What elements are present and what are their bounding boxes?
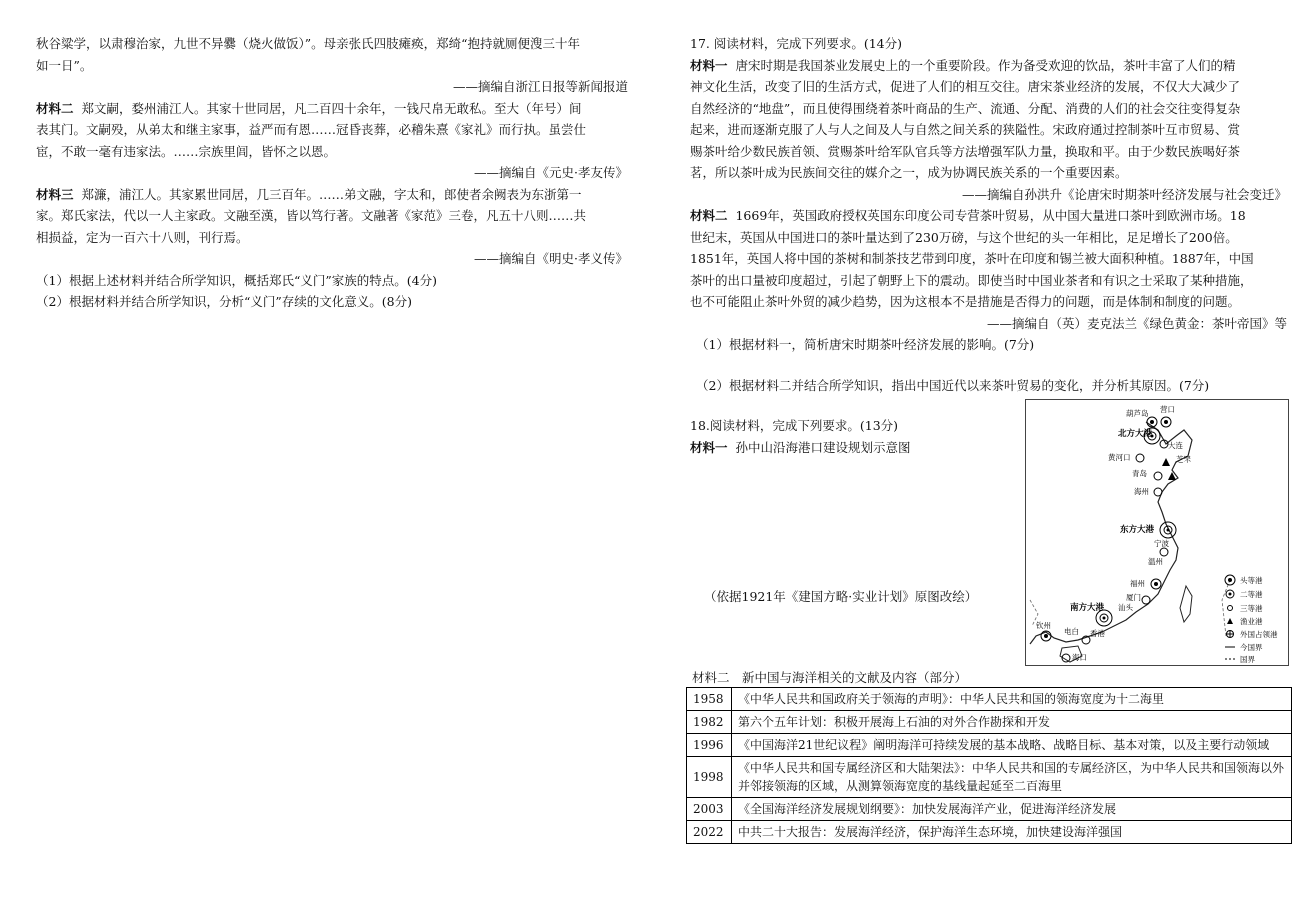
source-citation: ——摘编自《元史·孝友传》 <box>474 165 628 180</box>
year-cell: 1958 <box>687 688 732 711</box>
port-label: 葫芦岛 <box>1126 409 1149 418</box>
port-label: 电白 <box>1064 627 1079 636</box>
text-line: 表其门。文嗣殁，从弟太和继主家事，益严而有恩……冠昏丧葬，必稽朱熹《家礼》而行执。虽尝仕 <box>36 122 587 137</box>
material-2 <box>690 205 1287 227</box>
left-column <box>36 33 628 313</box>
port-label: 海州 <box>1134 487 1149 496</box>
material-3 <box>36 184 628 206</box>
text-line: 秋谷粱学，以肃穆治家，九世不异爨（烧火做饭）”。母亲张氏四肢瘫痪，郑绮“抱持就厕便溲三十年 <box>36 36 581 51</box>
map-title: 孙中山沿海港口建设规划示意图 <box>735 439 911 455</box>
year-cell: 1982 <box>687 711 732 734</box>
port-labels <box>1036 404 1192 662</box>
port-label: 汕头 <box>1118 603 1133 612</box>
table-row <box>687 711 1292 734</box>
table-row <box>687 798 1292 821</box>
port-label: 南方大港 <box>1070 603 1105 613</box>
taiwan <box>1180 586 1192 622</box>
content-cell: 《中华人民共和国专属经济区和大陆架法》：中华人民共和国的专属经济区，为中华人民共和国领海以外并邻接领海的区域，从测算领海宽度的基线量起延至二百海里 <box>732 757 1292 798</box>
port-label: 温州 <box>1148 557 1163 566</box>
material-label: 材料三 <box>36 186 74 202</box>
text-line: 自然经济的“地盘”，而且使得围绕着茶叶商品的生产、流通、分配、消费的人们的社会交往变得复杂 <box>690 100 1241 116</box>
question: （2）根据材料并结合所学知识，分析“义门”存续的文化意义。(8分) <box>36 294 412 309</box>
text-line: 家。郑氏家法，代以一人主家政。文融至漢，皆以笃行著。文融著《家范》三卷，凡五十八则……共 <box>36 208 587 223</box>
map-note: （依据1921年《建国方略·实业计划》原图改绘） <box>704 589 978 604</box>
port-label: 黄河口 <box>1108 453 1131 462</box>
year-cell: 1998 <box>687 757 732 798</box>
content-cell: 中共二十大报告：发展海洋经济，保护海洋生态环境，加快建设海洋强国 <box>732 821 1292 844</box>
question-heading: 17. 阅读材料，完成下列要求。(14分) <box>690 36 903 51</box>
content-cell: 第六个五年计划：积极开展海上石油的对外合作勘探和开发 <box>732 711 1292 734</box>
question: （1）根据材料一，简析唐宋时期茶叶经济发展的影响。(7分) <box>696 337 1035 352</box>
material-label: 材料二 <box>36 100 74 116</box>
material-label: 材料一 <box>690 439 728 455</box>
year-cell: 2022 <box>687 821 732 844</box>
port-plan-map <box>1025 399 1289 666</box>
port-label: 香港 <box>1090 629 1105 638</box>
map-legend <box>1225 575 1278 664</box>
text-line: 宦，不敢一毫有违家法。……宗族里闾，皆怀之以恩。 <box>36 143 337 159</box>
port-label: 钦州 <box>1036 621 1051 630</box>
text-line: 茗，所以茶叶成为民族间交往的媒介之一，成为协调民族关系的一个重要因素。 <box>690 165 1128 180</box>
port-label: 东方大港 <box>1120 525 1155 535</box>
legend-label: 二等港 <box>1240 590 1263 599</box>
text-line: 郑濂，浦江人。其家累世同居，几三百年。……弟文融，字太和，郎使者余阙表为东浙第一 <box>81 186 582 202</box>
table-row <box>687 688 1292 711</box>
material-2 <box>36 98 628 120</box>
right-column <box>690 33 1287 458</box>
text-line: 唐宋时期是我国茶业发展史上的一个重要阶段。作为备受欢迎的饮品，茶叶丰富了人们的精 <box>735 57 1236 73</box>
port-label: 北方大港 <box>1118 429 1153 439</box>
answer-space <box>690 356 1287 375</box>
table-row <box>687 821 1292 844</box>
text-line: 世纪末，英国从中国进口的茶叶量达到了230万磅，与这个世纪的头一年相比，足足增长了200倍。 <box>690 229 1238 245</box>
content-cell: 《全国海洋经济发展规划纲要》：加快发展海洋产业，促进海洋经济发展 <box>732 798 1292 821</box>
text-line: 赐茶叶给少数民族首领、赏赐茶叶给军队官兵等方法增强军队力量，换取和平。由于少数民族喝好茶 <box>690 143 1241 159</box>
text-line: 神文化生活，改变了旧的生活方式，促进了人们的相互交往。唐宋茶业经济的发展，不仅大大减少了 <box>690 79 1241 94</box>
question: （1）根据上述材料并结合所学知识，概括郑氏“义门”家族的特点。(4分) <box>36 272 437 288</box>
material-2-heading: 材料二 新中国与海洋相关的文献及内容（部分） <box>692 670 968 685</box>
port-label: 厦门 <box>1126 593 1141 602</box>
text-line: 起来，进而逐渐克服了人与人之间及人与自然之间关系的狭隘性。宋政府通过控制茶叶互市贸易、赏 <box>690 122 1241 137</box>
table-row <box>687 757 1292 798</box>
port-label: 营口 <box>1160 405 1175 414</box>
content-cell: 《中华人民共和国政府关于领海的声明》：中华人民共和国的领海宽度为十二海里 <box>732 688 1292 711</box>
year-cell: 2003 <box>687 798 732 821</box>
text-line: 如一日”。 <box>36 57 93 73</box>
legend-label: 今国界 <box>1240 643 1263 652</box>
text-line: 1851年，英国人将中国的茶树和制茶技艺带到印度，茶叶在印度和锡兰被大面积种植。1887年，中国 <box>690 251 1254 266</box>
year-cell: 1996 <box>687 734 732 757</box>
question: （2）根据材料二并结合所学知识，指出中国近代以来茶叶贸易的变化，并分析其原因。(7分) <box>696 377 1210 393</box>
content-cell: 《中国海洋21世纪议程》阐明海洋可持续发展的基本战略、战略目标、基本对策，以及主要行动领域 <box>732 734 1292 757</box>
port-label: 福州 <box>1130 579 1145 588</box>
material-1 <box>690 55 1287 77</box>
legend-label: 头等港 <box>1240 576 1263 585</box>
question-heading: 18.阅读材料，完成下列要求。(13分) <box>690 418 899 433</box>
source-citation: ——摘编自浙江日报等新闻报道 <box>452 79 628 94</box>
material-label: 材料二 <box>690 208 728 223</box>
legend-label: 国界 <box>1240 655 1255 664</box>
source-citation: ——摘编自孙洪升《论唐宋时期茶叶经济发展与社会变迁》 <box>961 186 1287 202</box>
text-line: 郑文嗣，婺州浦江人。其家十世同居，凡二百四十余年，一钱尺帛无敢私。至大（年号）间 <box>81 100 582 116</box>
map-graphic <box>1026 400 1288 665</box>
port-label: 大连 <box>1168 441 1183 450</box>
material-label: 材料一 <box>690 57 728 73</box>
port-label: 宁波 <box>1154 539 1169 548</box>
text-line: 相损益，定为一百六十八则，刊行焉。 <box>36 229 249 245</box>
source-citation: ——摘编自（英）麦克法兰《绿色黄金：茶叶帝国》等 <box>986 315 1287 331</box>
table-row <box>687 734 1292 757</box>
text-line: 1669年，英国政府授权英国东印度公司专营茶叶贸易，从中国大量进口茶叶到欧洲市场。18 <box>735 208 1246 223</box>
legend-label: 三等港 <box>1240 604 1263 613</box>
text-line: 也不可能阻止茶叶外贸的减少趋势，因为这根本不是措施是否得力的问题，而是体制和制度的问题。 <box>690 294 1241 309</box>
port-label: 海口 <box>1072 653 1087 662</box>
port-label: 芝罘 <box>1176 455 1191 464</box>
ocean-documents-table <box>686 687 1292 844</box>
legend-label: 外国占领港 <box>1240 630 1278 639</box>
port-label: 青岛 <box>1132 469 1147 478</box>
text-line: 茶叶的出口量被印度超过，引起了朝野上下的震动。即使当时中国业茶者和有识之士采取了某种措施， <box>690 272 1253 288</box>
legend-label: 渔业港 <box>1240 617 1263 626</box>
source-citation: ——摘编自《明史·孝义传》 <box>474 251 628 266</box>
